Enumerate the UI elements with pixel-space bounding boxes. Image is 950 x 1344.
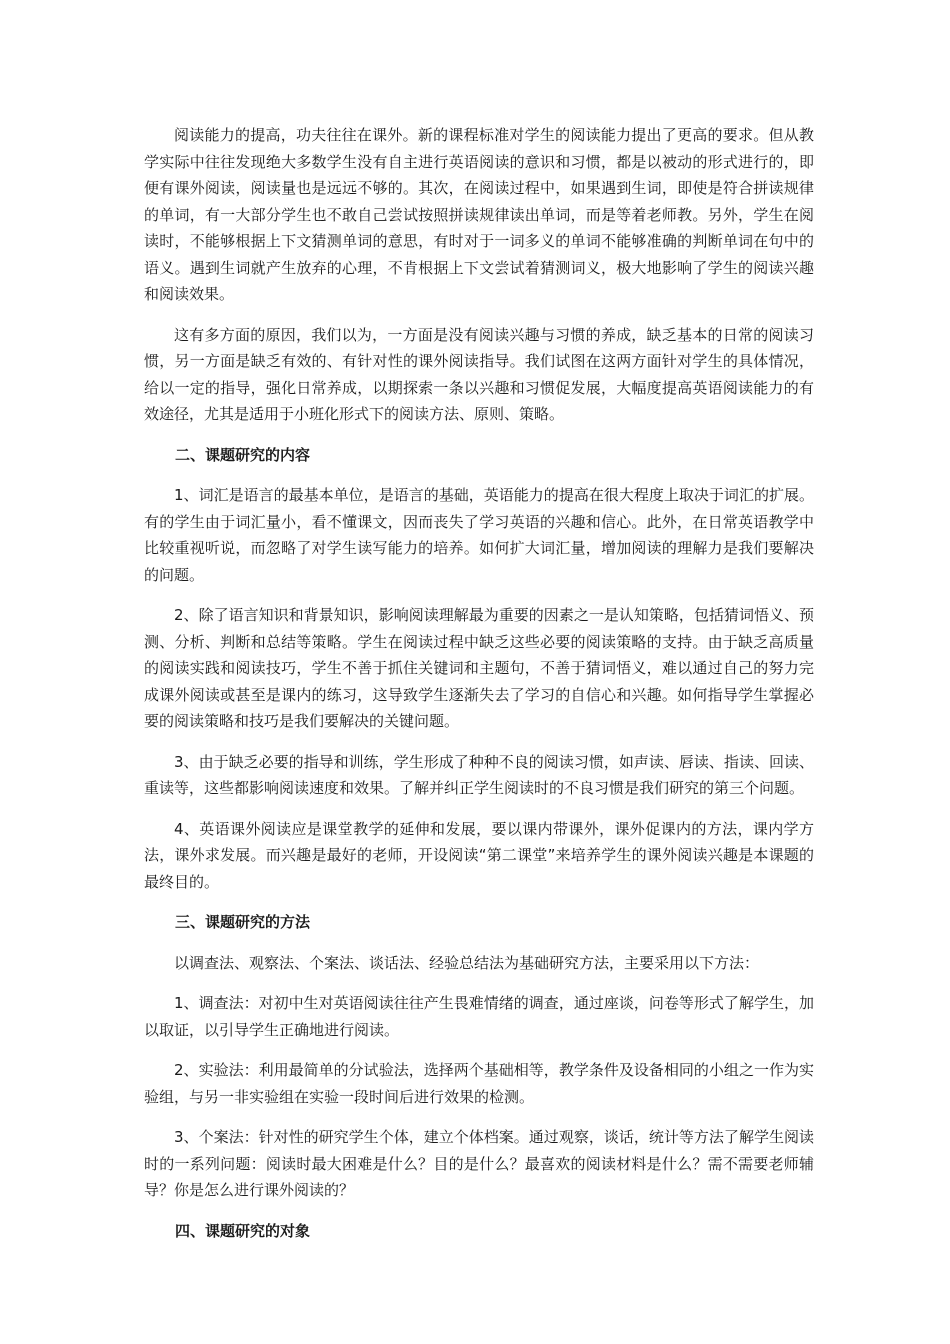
- paragraph-content-2: 2、除了语言知识和背景知识，影响阅读理解最为重要的因素之一是认知策略，包括猜词悟义、预测、分析、判断和总结等策略。学生在阅读过程中缺乏这些必要的阅读策略的支持。由于缺乏高质量的阅读实践和阅读技巧，学生不善于抓住关键词和主题句，不善于猜词悟义，难以通过自己的努力完成课外阅读或甚至是课内的练习，这导致学生逐渐失去了学习的自信心和兴趣。如何指导学生掌握必要的阅读策略和技巧是我们要解决的关键问题。: [144, 606, 814, 730]
- section-heading-methods: 三、课题研究的方法: [175, 913, 311, 931]
- paragraph-content-1: 1、词汇是语言的最基本单位，是语言的基础，英语能力的提高在很大程度上取决于词汇的扩展。有的学生由于词汇量小，看不懂课文，因而丧失了学习英语的兴趣和信心。此外，在日常英语教学中比较重视听说，而忽略了对学生读写能力的培养。如何扩大词汇量，增加阅读的理解力是我们要解决的问题。: [144, 486, 814, 584]
- paragraph-method-experiment: 2、实验法：利用最简单的分试验法，选择两个基础相等，教学条件及设备相同的小组之一作为实验组，与另一非实验组在实验一段时间后进行效果的检测。: [144, 1061, 814, 1106]
- paragraph-method-survey: 1、调查法：对初中生对英语阅读往往产生畏难情绪的调查，通过座谈，问卷等形式了解学生，加以取证，以引导学生正确地进行阅读。: [144, 994, 814, 1039]
- paragraph-methods-intro: 以调查法、观察法、个案法、谈话法、经验总结法为基础研究方法，主要采用以下方法：: [174, 953, 760, 972]
- paragraph-content-4: 4、英语课外阅读应是课堂教学的延伸和发展，要以课内带课外，课外促课内的方法，课内学方法，课外求发展。而兴趣是最好的老师，开设阅读“第二课堂”来培养学生的课外阅读兴趣是本课题的最终目的。: [144, 819, 814, 891]
- paragraph-intro: 阅读能力的提高，功夫往往在课外。新的课程标准对学生的阅读能力提出了更高的要求。但从教学实际中往往发现绝大多数学生没有自主进行英语阅读的意识和习惯，都是以被动的形式进行的，即便有课外阅读，阅读量也是远远不够的。其次，在阅读过程中，如果遇到生词，即使是符合拼读规律的单词，有一大部分学生也不敢自己尝试按照拼读规律读出单词，而是等着老师教。另外，学生在阅读时，不能够根据上下文猜测单词的意思，有时对于一词多义的单词不能够准确的判断单词在句中的语义。遇到生词就产生放弃的心理，不肯根据上下文尝试着猜测词义，极大地影响了学生的阅读兴趣和阅读效果。: [144, 126, 814, 303]
- paragraph-content-3: 3、由于缺乏必要的指导和训练，学生形成了种种不良的阅读习惯，如声读、唇读、指读、回读、重读等，这些都影响阅读速度和效果。了解并纠正学生阅读时的不良习惯是我们研究的第三个问题。: [144, 752, 814, 797]
- paragraph-reasons: 这有多方面的原因，我们以为，一方面是没有阅读兴趣与习惯的养成，缺乏基本的日常的阅读习惯，另一方面是缺乏有效的、有针对性的课外阅读指导。我们试图在这两方面针对学生的具体情况，给以一定的指导，强化日常养成，以期探索一条以兴趣和习惯促发展，大幅度提高英语阅读能力的有效途径，尤其是适用于小班化形式下的阅读方法、原则、策略。: [144, 325, 814, 423]
- section-heading-content: 二、课题研究的内容: [175, 445, 311, 464]
- section-heading-subjects: 四、课题研究的对象: [175, 1221, 311, 1240]
- document-body: [144, 122, 814, 1258]
- paragraph-method-case: 3、个案法：针对性的研究学生个体，建立个体档案。通过观察，谈话，统计等方法了解学生阅读时的一系列问题：阅读时最大困难是什么？目的是什么？最喜欢的阅读材料是什么？需不需要老师辅导？你是怎么进行课外阅读的？: [144, 1128, 814, 1199]
